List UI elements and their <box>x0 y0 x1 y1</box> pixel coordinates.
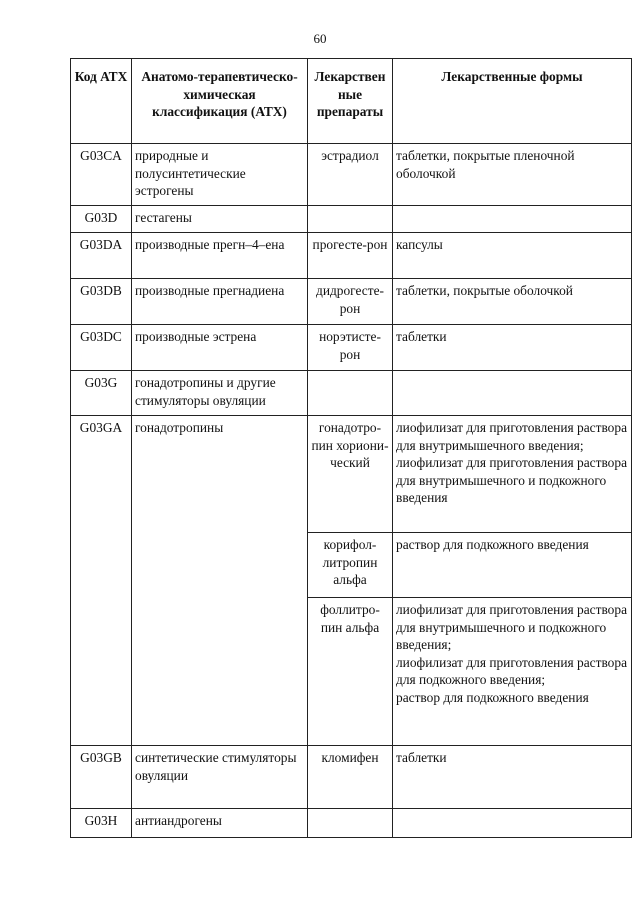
row-forms <box>393 206 632 233</box>
row-code: G03GB <box>71 746 132 809</box>
header-code: Код АТХ <box>71 59 132 144</box>
row-code: G03D <box>71 206 132 233</box>
header-row <box>71 59 632 144</box>
row-forms <box>393 416 632 533</box>
form-item: лиофилизат для приготовления раствора для внутримышечного введения; <box>396 420 628 453</box>
row-drug <box>308 371 393 416</box>
row-drug: корифол-литропин альфа <box>308 533 393 598</box>
table-row <box>71 144 632 206</box>
row-code: G03DA <box>71 233 132 279</box>
row-classification: производные прегн–4–ена <box>132 233 308 279</box>
row-code: G03DB <box>71 279 132 325</box>
row-forms <box>393 279 632 325</box>
form-item: лиофилизат для приготовления раствора для внутримышечного и подкожного введения <box>396 455 628 505</box>
table-row <box>71 325 632 371</box>
row-drug: норэтисте-рон <box>308 325 393 371</box>
row-classification: производные эстрена <box>132 325 308 371</box>
row-drug <box>308 809 393 838</box>
header-drugs: Лекарствен ные препараты <box>308 59 393 144</box>
row-forms <box>393 325 632 371</box>
form-item: лиофилизат для приготовления раствора для подкожного введения; <box>396 654 628 687</box>
form-item: лиофилизат для приготовления раствора для внутримышечного и подкожного введения; <box>396 602 628 652</box>
row-code: G03H <box>71 809 132 838</box>
form-item: таблетки <box>396 329 447 344</box>
table-row <box>71 279 632 325</box>
table-row <box>71 746 632 809</box>
row-classification: синтетические стимуляторы овуляции <box>132 746 308 809</box>
header-forms: Лекарственные формы <box>393 59 632 144</box>
row-classification: гонадотропины и другие стимуляторы овуляции <box>132 371 308 416</box>
row-drug: эстрадиол <box>308 144 393 206</box>
row-code: G03CA <box>71 144 132 206</box>
atc-table <box>70 58 632 838</box>
form-item: раствор для подкожного введения <box>396 689 589 705</box>
row-drug: гонадотро-пин хориони-ческий <box>308 416 393 533</box>
table-row <box>71 809 632 838</box>
row-drug: фоллитро-пин альфа <box>308 598 393 746</box>
row-classification: производные прегнадиена <box>132 279 308 325</box>
row-forms <box>393 598 632 746</box>
row-drug: дидрогесте-рон <box>308 279 393 325</box>
row-code: G03DC <box>71 325 132 371</box>
row-code: G03G <box>71 371 132 416</box>
table-row <box>71 371 632 416</box>
row-code: G03GA <box>71 416 132 746</box>
table-row <box>71 206 632 233</box>
table-row <box>71 416 632 533</box>
form-item: капсулы <box>396 237 443 252</box>
row-forms <box>393 233 632 279</box>
row-forms <box>393 533 632 598</box>
row-forms <box>393 144 632 206</box>
row-drug <box>308 206 393 233</box>
row-classification: гонадотропины <box>132 416 308 746</box>
header-classification: Анатомо-терапевтическо-химическая классификация (АТХ) <box>132 59 308 144</box>
form-item: таблетки <box>396 750 447 765</box>
form-item: таблетки, покрытые пленочной оболочкой <box>396 148 575 181</box>
row-forms <box>393 746 632 809</box>
form-item: раствор для подкожного введения <box>396 537 589 552</box>
page-number: 60 <box>313 31 327 46</box>
form-item: таблетки, покрытые оболочкой <box>396 283 573 298</box>
row-drug: прогесте-рон <box>308 233 393 279</box>
row-drug: кломифен <box>308 746 393 809</box>
row-classification: гестагены <box>132 206 308 233</box>
row-classification: природные и полусинтетические эстрогены <box>132 144 308 206</box>
row-forms <box>393 371 632 416</box>
table-row <box>71 233 632 279</box>
row-classification: антиандрогены <box>132 809 308 838</box>
row-forms <box>393 809 632 838</box>
